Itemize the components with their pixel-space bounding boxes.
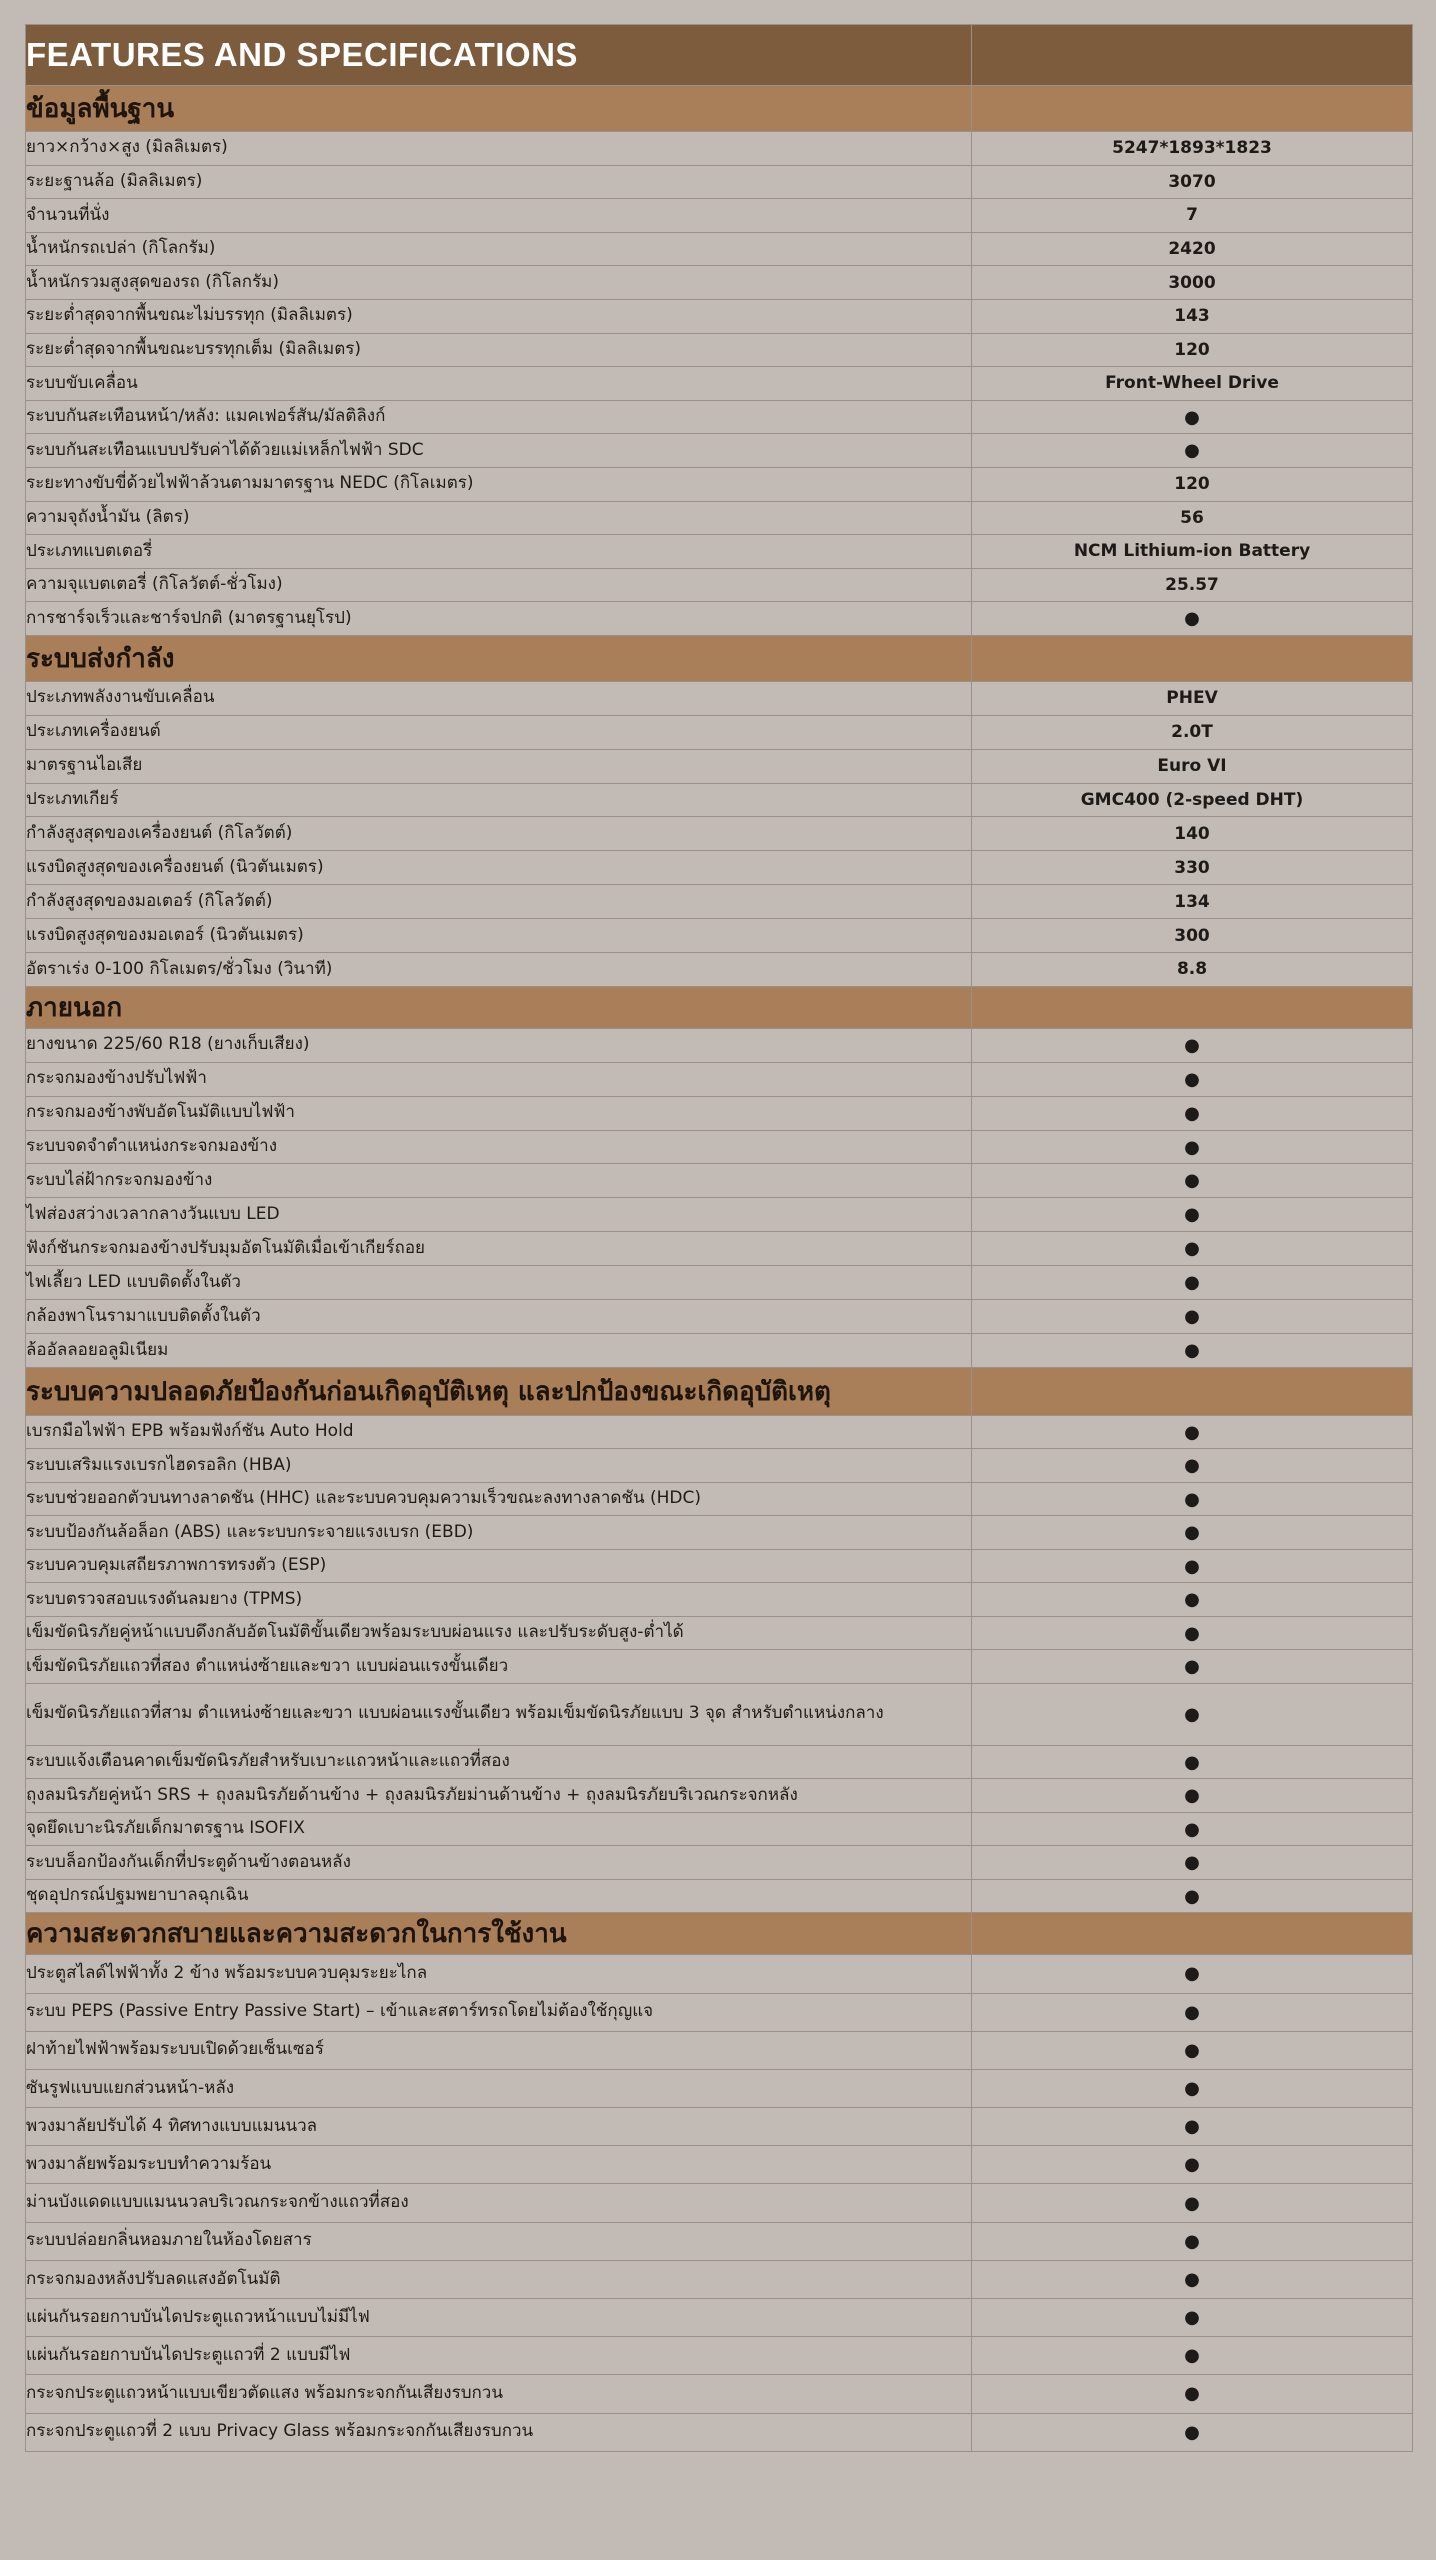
table-row	[26, 1415, 1413, 1449]
spec-label: พวงมาลัยปรับได้ 4 ทิศทางแบบแมนนวล	[26, 2108, 972, 2146]
included-dot: ●	[972, 400, 1413, 434]
table-row	[26, 2337, 1413, 2375]
table-row	[26, 2031, 1413, 2069]
table-row	[26, 2375, 1413, 2413]
table-row	[26, 851, 1413, 885]
table-row	[26, 1130, 1413, 1164]
spec-label: ชุดอุปกรณ์ปฐมพยาบาลฉุกเฉิน	[26, 1879, 972, 1913]
spec-label: ประเภทพลังงานขับเคลื่อน	[26, 681, 972, 715]
spec-label: เข็มขัดนิรภัยคู่หน้าแบบดึงกลับอัตโนมัติขั้นเดียวพร้อมระบบผ่อนแรง และปรับระดับสูง-ต่ำได้	[26, 1616, 972, 1650]
spec-value: 120	[972, 467, 1413, 501]
spec-value: 25.57	[972, 568, 1413, 602]
included-dot: ●	[972, 1130, 1413, 1164]
included-dot: ●	[972, 1266, 1413, 1300]
spec-label: ความจุถังน้ำมัน (ลิตร)	[26, 501, 972, 535]
included-dot: ●	[972, 2069, 1413, 2107]
table-row	[26, 535, 1413, 569]
table-row	[26, 1482, 1413, 1516]
section-header	[26, 86, 1413, 132]
included-dot: ●	[972, 2299, 1413, 2337]
table-row	[26, 1096, 1413, 1130]
spec-label: น้ำหนักรถเปล่า (กิโลกรัม)	[26, 232, 972, 266]
spec-label: ยางขนาด 225/60 R18 (ยางเก็บเสียง)	[26, 1028, 972, 1062]
spec-label: ม่านบังแดดแบบแมนนวลบริเวณกระจกข้างแถวที่สอง	[26, 2184, 972, 2222]
included-dot: ●	[972, 1955, 1413, 1993]
spec-label: ประตูสไลด์ไฟฟ้าทั้ง 2 ข้าง พร้อมระบบควบคุมระยะไกล	[26, 1955, 972, 1993]
spec-label: ไฟส่องสว่างเวลากลางวันแบบ LED	[26, 1198, 972, 1232]
included-dot: ●	[972, 1779, 1413, 1813]
table-row	[26, 885, 1413, 919]
spec-label: จุดยึดเบาะนิรภัยเด็กมาตรฐาน ISOFIX	[26, 1812, 972, 1846]
included-dot: ●	[972, 1482, 1413, 1516]
table-row	[26, 400, 1413, 434]
section-header	[26, 1913, 1413, 1955]
table-row	[26, 2146, 1413, 2184]
section-heading: ความสะดวกสบายและความสะดวกในการใช้งาน	[26, 1913, 972, 1955]
spec-label: ระยะทางขับขี่ด้วยไฟฟ้าล้วนตามมาตรฐาน NEDC (กิโลเมตร)	[26, 467, 972, 501]
spec-value: 56	[972, 501, 1413, 535]
spec-label: ระบบไล่ฝ้ากระจกมองข้าง	[26, 1164, 972, 1198]
table-row	[26, 2299, 1413, 2337]
section-heading-spacer	[972, 986, 1413, 1028]
included-dot: ●	[972, 1549, 1413, 1583]
spec-label: พวงมาลัยพร้อมระบบทำความร้อน	[26, 2146, 972, 2184]
table-row	[26, 1812, 1413, 1846]
included-dot: ●	[972, 1062, 1413, 1096]
table-row	[26, 2260, 1413, 2298]
included-dot: ●	[972, 1993, 1413, 2031]
included-dot: ●	[972, 1879, 1413, 1913]
table-row	[26, 1745, 1413, 1779]
spec-value: NCM Lithium-ion Battery	[972, 535, 1413, 569]
table-row	[26, 266, 1413, 300]
spec-label: ระบบ PEPS (Passive Entry Passive Start) – เข้าและสตาร์ทรถโดยไม่ต้องใช้กุญแจ	[26, 1993, 972, 2031]
included-dot: ●	[972, 1616, 1413, 1650]
section-header	[26, 1367, 1413, 1415]
section-header	[26, 986, 1413, 1028]
table-row	[26, 1583, 1413, 1617]
included-dot: ●	[972, 434, 1413, 468]
included-dot: ●	[972, 1164, 1413, 1198]
spec-value: 5247*1893*1823	[972, 132, 1413, 166]
spec-label: ระบบจดจำตำแหน่งกระจกมองข้าง	[26, 1130, 972, 1164]
spec-label: กระจกมองหลังปรับลดแสงอัตโนมัติ	[26, 2260, 972, 2298]
spec-value: 120	[972, 333, 1413, 367]
section-heading-spacer	[972, 1367, 1413, 1415]
spec-value: 8.8	[972, 953, 1413, 987]
spec-value: Front-Wheel Drive	[972, 367, 1413, 401]
included-dot: ●	[972, 1028, 1413, 1062]
spec-label: กำลังสูงสุดของมอเตอร์ (กิโลวัตต์)	[26, 885, 972, 919]
page-title: FEATURES AND SPECIFICATIONS	[26, 25, 972, 86]
spec-label: กระจกประตูแถวหน้าแบบเขียวตัดแสง พร้อมกระจกกันเสียงรบกวน	[26, 2375, 972, 2413]
spec-label: ระยะฐานล้อ (มิลลิเมตร)	[26, 165, 972, 199]
table-row	[26, 1616, 1413, 1650]
table-row	[26, 1300, 1413, 1334]
included-dot: ●	[972, 1583, 1413, 1617]
spec-label: ล้ออัลลอยอลูมิเนียม	[26, 1333, 972, 1367]
spec-label: แผ่นกันรอยกาบบันไดประตูแถวหน้าแบบไม่มีไฟ	[26, 2299, 972, 2337]
table-row	[26, 1846, 1413, 1880]
included-dot: ●	[972, 1683, 1413, 1745]
spec-value: 3070	[972, 165, 1413, 199]
included-dot: ●	[972, 1516, 1413, 1550]
spec-label: กล้องพาโนรามาแบบติดตั้งในตัว	[26, 1300, 972, 1334]
spec-label: ระบบช่วยออกตัวบนทางลาดชัน (HHC) และระบบควบคุมความเร็วขณะลงทางลาดชัน (HDC)	[26, 1482, 972, 1516]
table-row	[26, 132, 1413, 166]
included-dot: ●	[972, 1300, 1413, 1334]
table-row	[26, 1266, 1413, 1300]
spec-label: กระจกมองข้างปรับไฟฟ้า	[26, 1062, 972, 1096]
table-row	[26, 715, 1413, 749]
included-dot: ●	[972, 2260, 1413, 2298]
table-row	[26, 1779, 1413, 1813]
spec-label: ระบบขับเคลื่อน	[26, 367, 972, 401]
table-row	[26, 1333, 1413, 1367]
table-row	[26, 1449, 1413, 1483]
table-row	[26, 568, 1413, 602]
table-row	[26, 1879, 1413, 1913]
spec-value: 2.0T	[972, 715, 1413, 749]
included-dot: ●	[972, 1846, 1413, 1880]
table-row	[26, 2184, 1413, 2222]
title-spacer	[972, 25, 1413, 86]
table-row	[26, 2069, 1413, 2107]
table-row	[26, 1062, 1413, 1096]
included-dot: ●	[972, 1745, 1413, 1779]
spec-label: กำลังสูงสุดของเครื่องยนต์ (กิโลวัตต์)	[26, 817, 972, 851]
table-row	[26, 434, 1413, 468]
section-heading-spacer	[972, 1913, 1413, 1955]
spec-label: น้ำหนักรวมสูงสุดของรถ (กิโลกรัม)	[26, 266, 972, 300]
included-dot: ●	[972, 2337, 1413, 2375]
table-row	[26, 1516, 1413, 1550]
table-row	[26, 333, 1413, 367]
included-dot: ●	[972, 1415, 1413, 1449]
spec-label: ฟังก์ชันกระจกมองข้างปรับมุมอัตโนมัติเมื่อเข้าเกียร์ถอย	[26, 1232, 972, 1266]
spec-label: ระบบปล่อยกลิ่นหอมภายในห้องโดยสาร	[26, 2222, 972, 2260]
spec-table	[25, 24, 1413, 2452]
table-row	[26, 1650, 1413, 1684]
spec-label: ไฟเลี้ยว LED แบบติดตั้งในตัว	[26, 1266, 972, 1300]
table-row	[26, 1232, 1413, 1266]
spec-label: ระยะต่ำสุดจากพื้นขณะบรรทุกเต็ม (มิลลิเมตร)	[26, 333, 972, 367]
table-row	[26, 199, 1413, 233]
table-row	[26, 1683, 1413, 1745]
section-heading: ระบบความปลอดภัยป้องกันก่อนเกิดอุบัติเหตุ และปกป้องขณะเกิดอุบัติเหตุ	[26, 1367, 972, 1415]
table-row	[26, 817, 1413, 851]
spec-label: แรงบิดสูงสุดของเครื่องยนต์ (นิวตันเมตร)	[26, 851, 972, 885]
spec-value: 140	[972, 817, 1413, 851]
table-row	[26, 602, 1413, 636]
included-dot: ●	[972, 2184, 1413, 2222]
section-heading-spacer	[972, 635, 1413, 681]
table-row	[26, 2222, 1413, 2260]
table-row	[26, 165, 1413, 199]
table-row	[26, 299, 1413, 333]
spec-value: 143	[972, 299, 1413, 333]
spec-value: 7	[972, 199, 1413, 233]
spec-label: อัตราเร่ง 0-100 กิโลเมตร/ชั่วโมง (วินาที)	[26, 953, 972, 987]
spec-label: มาตรฐานไอเสีย	[26, 749, 972, 783]
included-dot: ●	[972, 1812, 1413, 1846]
section-heading: ภายนอก	[26, 986, 972, 1028]
included-dot: ●	[972, 1232, 1413, 1266]
table-row	[26, 1549, 1413, 1583]
spec-label: ประเภทเกียร์	[26, 783, 972, 817]
spec-label: ระบบตรวจสอบแรงดันลมยาง (TPMS)	[26, 1583, 972, 1617]
spec-value: 3000	[972, 266, 1413, 300]
spec-value: 300	[972, 919, 1413, 953]
spec-label: กระจกมองข้างพับอัตโนมัติแบบไฟฟ้า	[26, 1096, 972, 1130]
included-dot: ●	[972, 1096, 1413, 1130]
included-dot: ●	[972, 1449, 1413, 1483]
table-row	[26, 1955, 1413, 1993]
spec-label: ระบบล็อกป้องกันเด็กที่ประตูด้านข้างตอนหลัง	[26, 1846, 972, 1880]
table-row	[26, 681, 1413, 715]
table-row	[26, 2108, 1413, 2146]
title-row	[26, 25, 1413, 86]
spec-label: ประเภทเครื่องยนต์	[26, 715, 972, 749]
section-header	[26, 635, 1413, 681]
spec-label: เข็มขัดนิรภัยแถวที่สาม ตำแหน่งซ้ายและขวา แบบผ่อนแรงขั้นเดียว พร้อมเข็มขัดนิรภัยแบบ 3 จุด สำหรับตำแหน่งกลาง	[26, 1683, 972, 1745]
table-row	[26, 467, 1413, 501]
spec-label: ระบบแจ้งเตือนคาดเข็มขัดนิรภัยสำหรับเบาะแถวหน้าและแถวที่สอง	[26, 1745, 972, 1779]
spec-label: ความจุแบตเตอรี่ (กิโลวัตต์-ชั่วโมง)	[26, 568, 972, 602]
table-row	[26, 1028, 1413, 1062]
section-heading-spacer	[972, 86, 1413, 132]
spec-label: ระบบป้องกันล้อล็อก (ABS) และระบบกระจายแรงเบรก (EBD)	[26, 1516, 972, 1550]
table-row	[26, 1198, 1413, 1232]
spec-value: PHEV	[972, 681, 1413, 715]
spec-label: ประเภทแบตเตอรี่	[26, 535, 972, 569]
spec-label: แรงบิดสูงสุดของมอเตอร์ (นิวตันเมตร)	[26, 919, 972, 953]
table-row	[26, 783, 1413, 817]
included-dot: ●	[972, 1333, 1413, 1367]
spec-label: เข็มขัดนิรภัยแถวที่สอง ตำแหน่งซ้ายและขวา แบบผ่อนแรงขั้นเดียว	[26, 1650, 972, 1684]
spec-label: ระบบกันสะเทือนแบบปรับค่าได้ด้วยแม่เหล็กไฟฟ้า SDC	[26, 434, 972, 468]
included-dot: ●	[972, 2108, 1413, 2146]
spec-label: กระจกประตูแถวที่ 2 แบบ Privacy Glass พร้อมกระจกกันเสียงรบกวน	[26, 2413, 972, 2451]
table-row	[26, 367, 1413, 401]
spec-label: จำนวนที่นั่ง	[26, 199, 972, 233]
spec-value: 134	[972, 885, 1413, 919]
table-row	[26, 501, 1413, 535]
spec-label: ฝาท้ายไฟฟ้าพร้อมระบบเปิดด้วยเซ็นเซอร์	[26, 2031, 972, 2069]
spec-label: ซันรูฟแบบแยกส่วนหน้า-หลัง	[26, 2069, 972, 2107]
table-row	[26, 1164, 1413, 1198]
included-dot: ●	[972, 602, 1413, 636]
spec-label: ยาว×กว้าง×สูง (มิลลิเมตร)	[26, 132, 972, 166]
table-row	[26, 2413, 1413, 2451]
included-dot: ●	[972, 2146, 1413, 2184]
spec-value: 330	[972, 851, 1413, 885]
included-dot: ●	[972, 2375, 1413, 2413]
spec-value: GMC400 (2-speed DHT)	[972, 783, 1413, 817]
section-heading: ระบบส่งกำลัง	[26, 635, 972, 681]
included-dot: ●	[972, 1650, 1413, 1684]
included-dot: ●	[972, 2413, 1413, 2451]
spec-label: ถุงลมนิรภัยคู่หน้า SRS + ถุงลมนิรภัยด้านข้าง + ถุงลมนิรภัยม่านด้านข้าง + ถุงลมนิรภัยบริเวณกระจกหลัง	[26, 1779, 972, 1813]
spec-value: 2420	[972, 232, 1413, 266]
included-dot: ●	[972, 2222, 1413, 2260]
spec-label: ระบบควบคุมเสถียรภาพการทรงตัว (ESP)	[26, 1549, 972, 1583]
spec-value: Euro VI	[972, 749, 1413, 783]
table-row	[26, 232, 1413, 266]
table-row	[26, 749, 1413, 783]
included-dot: ●	[972, 1198, 1413, 1232]
spec-label: เบรกมือไฟฟ้า EPB พร้อมฟังก์ชัน Auto Hold	[26, 1415, 972, 1449]
table-row	[26, 1993, 1413, 2031]
section-heading: ข้อมูลพื้นฐาน	[26, 86, 972, 132]
spec-label: ระบบกันสะเทือนหน้า/หลัง: แมคเฟอร์สัน/มัลติลิงก์	[26, 400, 972, 434]
spec-label: แผ่นกันรอยกาบบันไดประตูแถวที่ 2 แบบมีไฟ	[26, 2337, 972, 2375]
spec-label: การชาร์จเร็วและชาร์จปกติ (มาตรฐานยุโรป)	[26, 602, 972, 636]
spec-label: ระยะต่ำสุดจากพื้นขณะไม่บรรทุก (มิลลิเมตร)	[26, 299, 972, 333]
table-row	[26, 953, 1413, 987]
included-dot: ●	[972, 2031, 1413, 2069]
table-row	[26, 919, 1413, 953]
spec-label: ระบบเสริมแรงเบรกไฮดรอลิก (HBA)	[26, 1449, 972, 1483]
